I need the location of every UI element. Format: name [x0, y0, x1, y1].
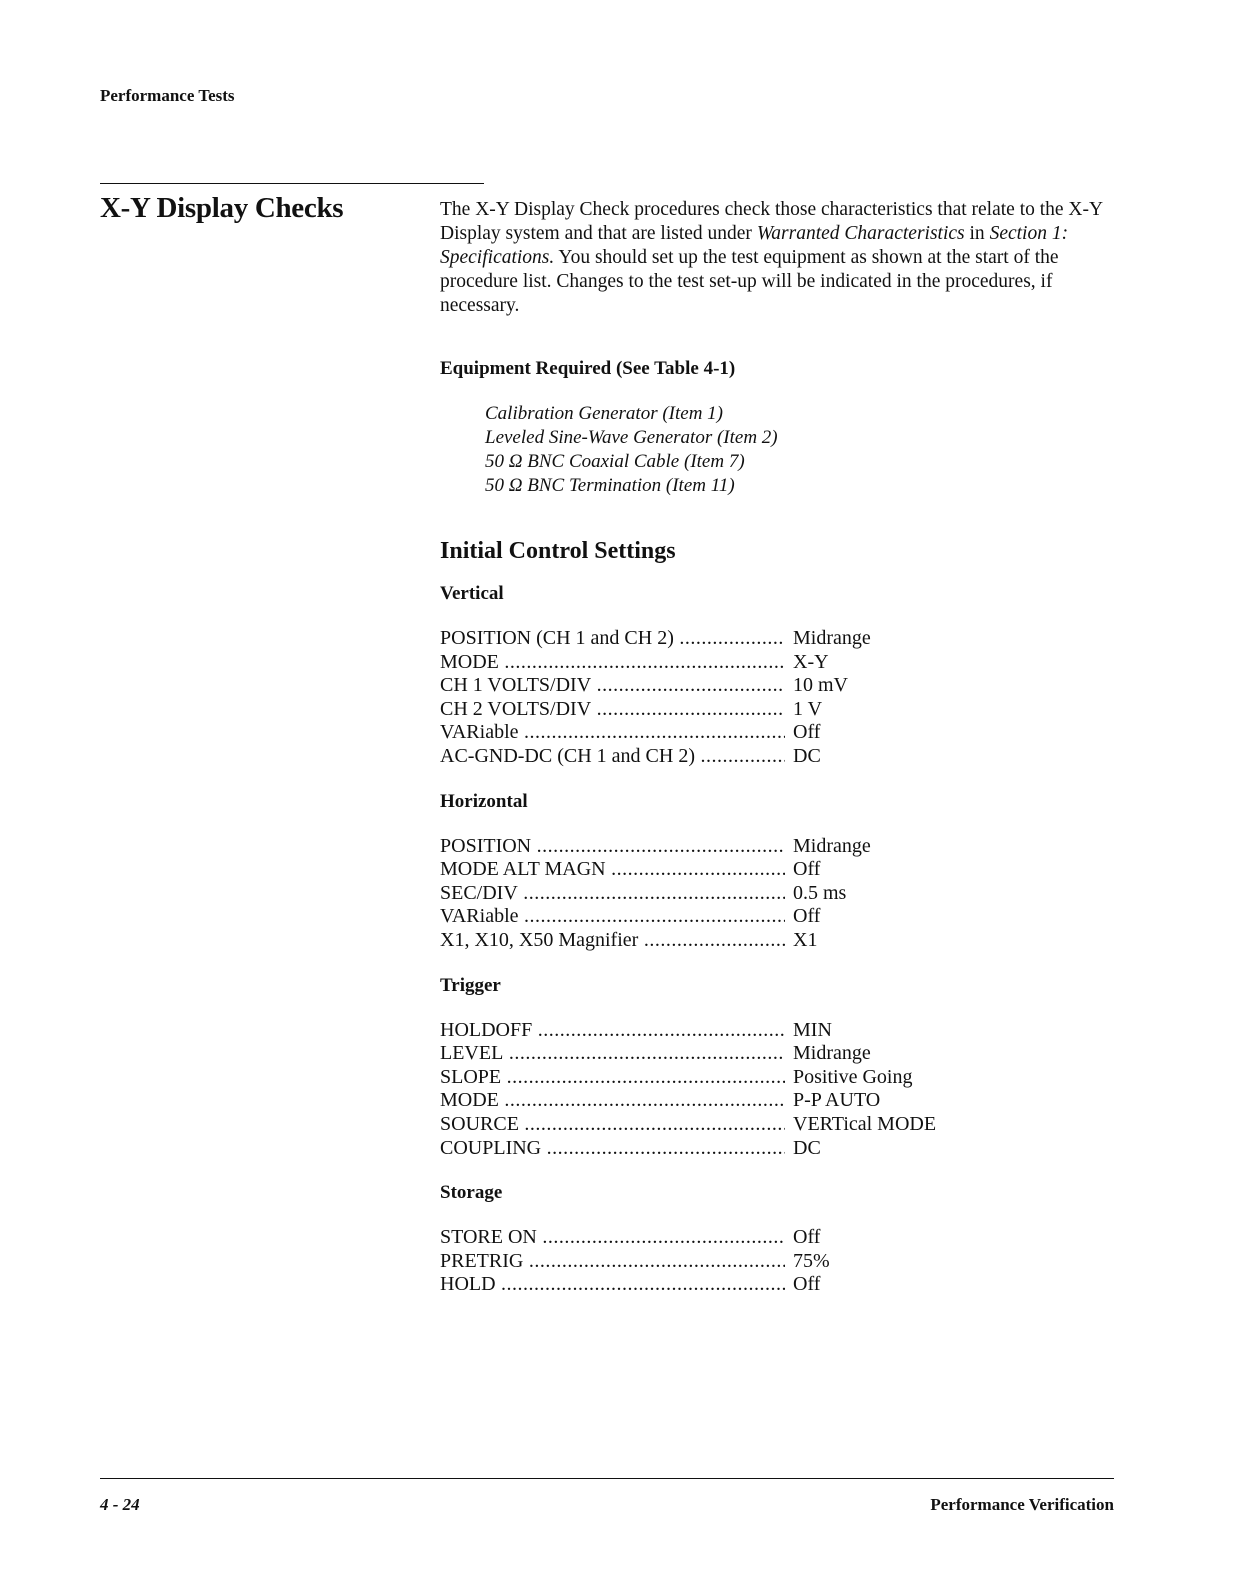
setting-row — [440, 835, 960, 859]
setting-row — [440, 721, 960, 745]
footer-section-name: Performance Verification — [930, 1495, 1114, 1514]
vertical-heading: Vertical — [440, 583, 504, 604]
setting-value: 75% — [793, 1249, 830, 1272]
setting-label: POSITION (CH 1 and CH 2) ..... — [440, 627, 785, 651]
setting-row — [440, 1113, 960, 1137]
equipment-item: 50 Ω BNC Termination (Item 11) — [485, 475, 735, 496]
setting-value: Midrange — [793, 834, 871, 857]
setting-row — [440, 674, 960, 698]
setting-label: CH 1 VOLTS/DIV ..... — [440, 674, 785, 698]
equipment-list — [485, 402, 1120, 498]
intro-text-2: in — [964, 223, 990, 244]
setting-value: Midrange — [793, 627, 871, 649]
running-head: Performance Tests — [100, 86, 235, 105]
setting-row — [440, 698, 960, 722]
setting-label: VARiable ..... — [440, 905, 785, 929]
title-rule — [100, 183, 484, 184]
initial-settings-heading: Initial Control Settings — [440, 538, 676, 564]
setting-label: SLOPE ..... — [440, 1066, 785, 1090]
setting-value: MIN — [793, 1018, 832, 1041]
setting-value: Positive Going — [793, 1065, 913, 1088]
setting-value: 0.5 ms — [793, 881, 847, 904]
setting-value: P-P AUTO — [793, 1089, 881, 1112]
setting-row — [440, 882, 960, 906]
setting-label: MODE ALT MAGN ..... — [440, 858, 785, 882]
setting-label: MODE ..... — [440, 1089, 785, 1113]
setting-label: COUPLING ..... — [440, 1137, 785, 1161]
intro-italic-2: Section 1: Specifications. — [440, 223, 1069, 268]
setting-row — [440, 1066, 960, 1090]
setting-value: 1 V — [793, 697, 823, 720]
equipment-item: Leveled Sine-Wave Generator (Item 2) — [485, 427, 778, 448]
setting-label: SOURCE ..... — [440, 1113, 785, 1137]
intro-text-1: The X-Y Display Check procedures check those characteristics that relate to the X-Y Display system and that are listed under — [440, 199, 1103, 244]
trigger-settings — [440, 1019, 1120, 1161]
setting-value: Off — [793, 858, 821, 881]
setting-label: CH 2 VOLTS/DIV ..... — [440, 698, 785, 722]
setting-value: DC — [793, 1136, 821, 1159]
setting-row — [440, 1226, 960, 1250]
storage-heading: Storage — [440, 1182, 503, 1204]
equipment-item: 50 Ω BNC Coaxial Cable (Item 7) — [485, 451, 745, 472]
setting-label: X1, X10, X50 Magnifier ..... — [440, 929, 785, 953]
setting-row — [440, 858, 960, 882]
setting-label: SEC/DIV ..... — [440, 882, 785, 906]
setting-label: AC-GND-DC (CH 1 and CH 2) ..... — [440, 745, 785, 769]
setting-label: MODE ..... — [440, 651, 785, 675]
trigger-heading: Trigger — [440, 974, 501, 996]
section-title: X-Y Display Checks — [100, 192, 344, 224]
setting-label: POSITION ..... — [440, 835, 785, 859]
intro-paragraph — [440, 198, 1120, 318]
setting-row — [440, 1089, 960, 1113]
setting-row — [440, 745, 960, 769]
setting-value: VERTical MODE — [793, 1112, 937, 1135]
setting-label: STORE ON ..... — [440, 1226, 785, 1250]
intro-italic-1: Warranted Characteristics — [756, 223, 965, 244]
setting-value: 10 mV — [793, 674, 848, 697]
setting-label: LEVEL ..... — [440, 1042, 785, 1066]
setting-value: Off — [793, 1226, 821, 1249]
horizontal-heading: Horizontal — [440, 790, 528, 812]
setting-value: DC — [793, 744, 821, 767]
setting-label: HOLD ..... — [440, 1273, 785, 1297]
setting-value: Off — [793, 905, 821, 928]
setting-row — [440, 651, 960, 675]
setting-value: X1 — [793, 928, 818, 951]
setting-label: HOLDOFF ..... — [440, 1019, 785, 1043]
setting-row — [440, 1137, 960, 1161]
equipment-item: Calibration Generator (Item 1) — [485, 403, 724, 424]
setting-value: X-Y — [793, 650, 829, 673]
section-body — [440, 198, 1120, 1297]
setting-row — [440, 1019, 960, 1043]
setting-row — [440, 1250, 960, 1274]
equipment-heading: Equipment Required (See Table 4-1) — [440, 358, 736, 379]
setting-row — [440, 929, 960, 953]
setting-value: Midrange — [793, 1042, 871, 1065]
page-number: 4 - 24 — [100, 1495, 140, 1514]
setting-label: PRETRIG ..... — [440, 1250, 785, 1274]
setting-row — [440, 1273, 960, 1297]
vertical-settings — [440, 627, 1120, 769]
horizontal-settings — [440, 835, 1120, 953]
setting-value: Off — [793, 1273, 821, 1296]
setting-row — [440, 1042, 960, 1066]
footer-rule — [100, 1478, 1114, 1479]
setting-row — [440, 627, 960, 651]
setting-label: VARiable ..... — [440, 721, 785, 745]
setting-row — [440, 905, 960, 929]
storage-settings — [440, 1226, 1120, 1297]
setting-value: Off — [793, 721, 821, 744]
intro-text-3: You should set up the test equipment as shown at the start of the procedure list. Changes to the test set-up will be indicated in the procedures, if necessary. — [440, 247, 1059, 316]
